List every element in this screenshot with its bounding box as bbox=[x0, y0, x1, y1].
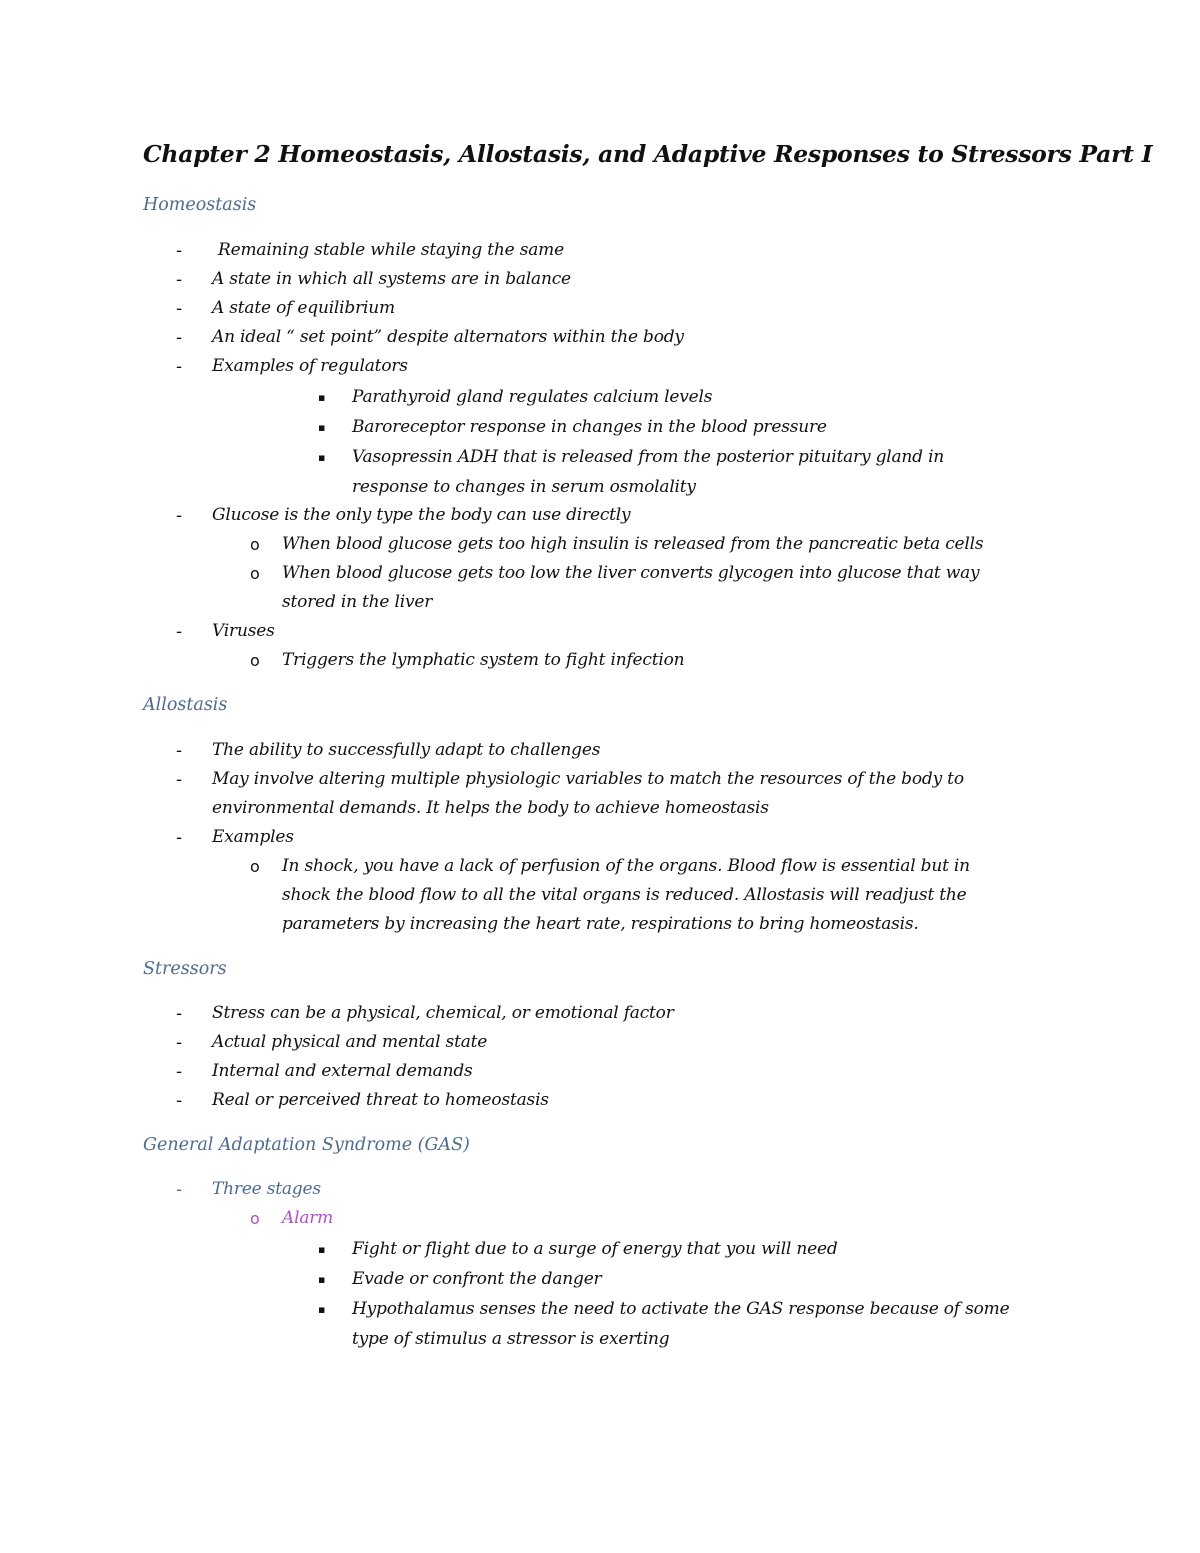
list-item: Real or perceived threat to homeostasis bbox=[212, 1090, 549, 1110]
square-bullet: ▪ bbox=[318, 451, 326, 464]
list-item: Glucose is the only type the body can use directly bbox=[212, 505, 631, 525]
dash-bullet: - bbox=[176, 1180, 183, 1200]
section-heading-stressors: Stressors bbox=[143, 959, 227, 979]
list-item: Examples bbox=[212, 827, 294, 847]
dash-bullet: - bbox=[176, 1033, 183, 1053]
list-item: Vasopressin ADH that is released from the posterior pituitary gland in bbox=[352, 447, 945, 467]
list-item: Evade or confront the danger bbox=[352, 1269, 602, 1289]
list-item-continuation: environmental demands. It helps the body to achieve homeostasis bbox=[212, 798, 769, 818]
dash-bullet: - bbox=[176, 299, 183, 319]
list-item-continuation: response to changes in serum osmolality bbox=[352, 477, 696, 497]
list-item: A state in which all systems are in balance bbox=[212, 269, 571, 289]
list-item: May involve altering multiple physiologic variables to match the resources of the body to bbox=[212, 769, 964, 789]
dash-bullet: - bbox=[176, 270, 183, 290]
circle-bullet: o bbox=[250, 1209, 260, 1228]
list-item: Parathyroid gland regulates calcium levels bbox=[352, 387, 713, 407]
list-item: Remaining stable while staying the same bbox=[218, 240, 564, 260]
square-bullet: ▪ bbox=[318, 1303, 326, 1316]
dash-bullet: - bbox=[176, 357, 183, 377]
list-item: An ideal “ set point” despite alternators within the body bbox=[212, 327, 684, 347]
circle-bullet: o bbox=[250, 535, 260, 554]
page-title: Chapter 2 Homeostasis, Allostasis, and Adaptive Responses to Stressors Part I bbox=[143, 140, 1153, 168]
list-item-continuation: shock the blood flow to all the vital organs is reduced. Allostasis will readjust the bbox=[282, 885, 967, 905]
list-item-continuation: parameters by increasing the heart rate, respirations to bring homeostasis. bbox=[282, 914, 919, 934]
dash-bullet: - bbox=[176, 506, 183, 526]
section-heading-allostasis: Allostasis bbox=[143, 695, 228, 715]
section-heading-gas: General Adaptation Syndrome (GAS) bbox=[143, 1135, 470, 1155]
dash-bullet: - bbox=[176, 1062, 183, 1082]
list-item: A state of equilibrium bbox=[212, 298, 395, 318]
list-item: In shock, you have a lack of perfusion of the organs. Blood flow is essential but in bbox=[282, 856, 970, 876]
circle-bullet: o bbox=[250, 651, 260, 670]
list-item: Triggers the lymphatic system to fight infection bbox=[282, 650, 685, 670]
dash-bullet: - bbox=[176, 241, 183, 261]
list-item: Internal and external demands bbox=[212, 1061, 473, 1081]
square-bullet: ▪ bbox=[318, 421, 326, 434]
dash-bullet: - bbox=[176, 328, 183, 348]
dash-bullet: - bbox=[176, 828, 183, 848]
list-item: Examples of regulators bbox=[212, 356, 408, 376]
dash-bullet: - bbox=[176, 1091, 183, 1111]
square-bullet: ▪ bbox=[318, 391, 326, 404]
list-item: Stress can be a physical, chemical, or emotional factor bbox=[212, 1003, 674, 1023]
list-item: Three stages bbox=[212, 1179, 321, 1199]
list-item: Viruses bbox=[212, 621, 275, 641]
list-item: When blood glucose gets too low the liver converts glycogen into glucose that way bbox=[282, 563, 980, 583]
square-bullet: ▪ bbox=[318, 1273, 326, 1286]
list-item: The ability to successfully adapt to challenges bbox=[212, 740, 601, 760]
list-item: Baroreceptor response in changes in the blood pressure bbox=[352, 417, 827, 437]
circle-bullet: o bbox=[250, 564, 260, 583]
dash-bullet: - bbox=[176, 1004, 183, 1024]
circle-bullet: o bbox=[250, 857, 260, 876]
list-item: Actual physical and mental state bbox=[212, 1032, 488, 1052]
dash-bullet: - bbox=[176, 770, 183, 790]
list-item: Hypothalamus senses the need to activate the GAS response because of some bbox=[352, 1299, 1010, 1319]
list-item-continuation: type of stimulus a stressor is exerting bbox=[352, 1329, 670, 1349]
dash-bullet: - bbox=[176, 622, 183, 642]
list-item-continuation: stored in the liver bbox=[282, 592, 433, 612]
dash-bullet: - bbox=[176, 741, 183, 761]
list-item-alarm: Alarm bbox=[282, 1208, 334, 1228]
list-item: When blood glucose gets too high insulin is released from the pancreatic beta cells bbox=[282, 534, 984, 554]
section-heading-homeostasis: Homeostasis bbox=[143, 195, 257, 215]
list-item: Fight or flight due to a surge of energy that you will need bbox=[352, 1239, 838, 1259]
square-bullet: ▪ bbox=[318, 1243, 326, 1256]
